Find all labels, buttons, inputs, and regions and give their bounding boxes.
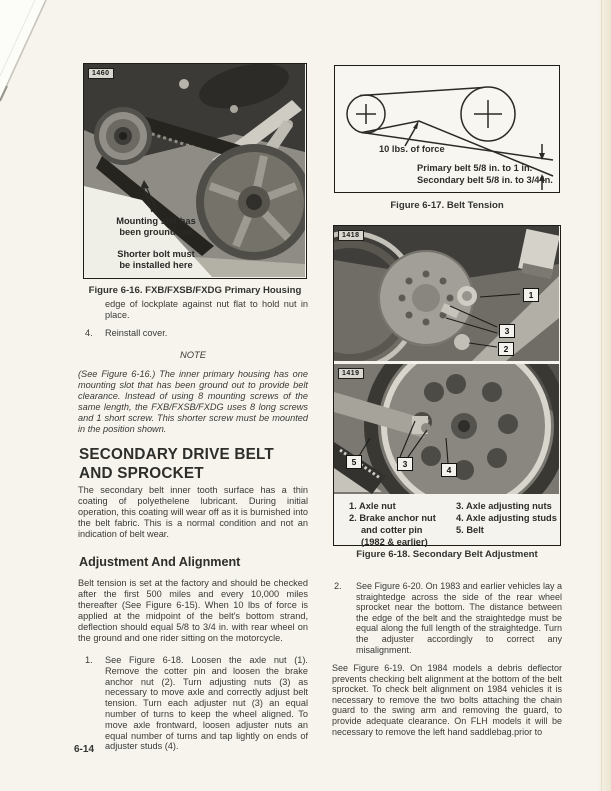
callout-shorter-bolt: Shorter bolt must be installed here [117,249,195,270]
para-intro: The secondary belt inner tooth surface has a thin coating of polyethelene lubricant. During initial operation, this coating will wear off as it is burnished into the belt fabric. This is a normal condition and not an indication of belt wear. [78,485,308,539]
figure-6-18-box [333,225,561,546]
step-2-number: 2. [334,581,342,591]
photo-id-badge: 1460 [88,68,114,79]
para-lockplate: edge of lockplate against nut flat to hold nut in place. [105,299,308,320]
callout-2: 2 [498,342,514,356]
figure-6-17-box [334,65,560,193]
scan-edge-line [601,0,602,791]
para-1984: See Figure 6-19. On 1984 models a debris deflector prevents checking belt alignment at the bottom of the belt sprocket. To check belt alignment on 1984 vehicles it is necessary to remove the two bolts attaching the chain guard to the swing arm and removing the guard, to provide adequate clearance. On FLH models it will be necessary to remove the left hand saddlebag.prior to [332,663,562,737]
legend-item-4: 4. Axle adjusting studs [456,513,557,523]
legend-item-2c: (1982 & earlier) [361,537,428,547]
step-2-text: See Figure 6-20. On 1983 and earlier vehicles lay a straightedge across the side of the rear wheel sprocket near the bottom. The distance between the edge of the belt and the straightedge must be equal along the full length of the straightedge. Turn the adjuster accordingly to correct any misalignment. [356,581,562,655]
legend-item-5: 5. Belt [456,525,484,535]
callout-4: 4 [441,463,457,477]
note-paragraph: (See Figure 6-16.) The inner primary housing has one mounting slot that has been ground out to provide belt clearance. Instead of using 8 mounting screws of the same length, the FXB/FXSB/FXDG uses 8 long screws and 1 short screw. This shorter screw must be mounted in the position shown. [78,369,308,434]
spec-secondary: Secondary belt 5/8 in. to 3/4 in. [417,175,553,185]
force-label: 10 lbs. of force [379,144,445,154]
photo-id-badge-bottom: 1419 [338,368,364,379]
figure-6-16-box [83,63,307,279]
legend-item-1: 1. Axle nut [349,501,396,511]
primary-housing-photo-art [84,64,305,277]
callout-1: 1 [523,288,539,302]
step-1-text: See Figure 6-18. Loosen the axle nut (1). Remove the cotter pin and loosen the brake anchor nut (2). Turn adjusting nuts (3) as necessary to move axle and correctly adjust belt tension. Turn each adjuster nut (3) an equal number of turns to keep the wheel aligned. To move axle frontward, loosen adjuster nuts an equal number of turns and tap lightly on ends of adjuster studs (4). [105,655,308,752]
scan-edge-tint [597,0,611,791]
belt-top-strand [360,88,483,96]
subsection-heading: Adjustment And Alignment [79,555,241,569]
legend-item-3: 3. Axle adjusting nuts [456,501,552,511]
figure-6-18-caption: Figure 6-18. Secondary Belt Adjustment [356,549,538,560]
step-1-number: 1. [85,655,93,665]
legend-item-2b: and cotter pin [361,525,423,535]
figure-6-18-legend [334,494,559,547]
photo-id-badge-top: 1418 [338,230,364,241]
step-4-number: 4. [85,328,93,338]
callout-3: 3 [499,324,515,338]
page-number: 6-14 [74,744,95,755]
callout-3b: 3 [397,457,413,471]
para-tension: Belt tension is set at the factory and should be checked after the first 500 miles and every 10,000 miles thereafter (See Figure 6-15). When 10 lbs of force is applied at the midpoint of the belt's bottom strand, deflection should equal 5/8 to 3/4 in. with rear wheel on the ground and one rider sitting on the motorcycle. [78,578,308,643]
spec-primary: Primary belt 5/8 in. to 1 in. [417,163,533,173]
brake-anchor-nut [454,334,470,350]
step-4-text: Reinstall cover. [105,328,168,338]
note-label: NOTE [179,349,207,360]
legend-item-2a: 2. Brake anchor nut [349,513,436,523]
callout-mounting-slot: Mounting slot has been ground out [116,216,196,237]
page-curl [0,0,60,130]
section-heading: SECONDARY DRIVE BELT AND SPROCKET [79,446,274,482]
callout-5: 5 [346,455,362,469]
figure-6-16-caption: Figure 6-16. FXB/FXSB/FXDG Primary Housing [88,285,302,296]
figure-6-16-photo [84,64,305,277]
figure-6-17-caption: Figure 6-17. Belt Tension [390,200,504,211]
